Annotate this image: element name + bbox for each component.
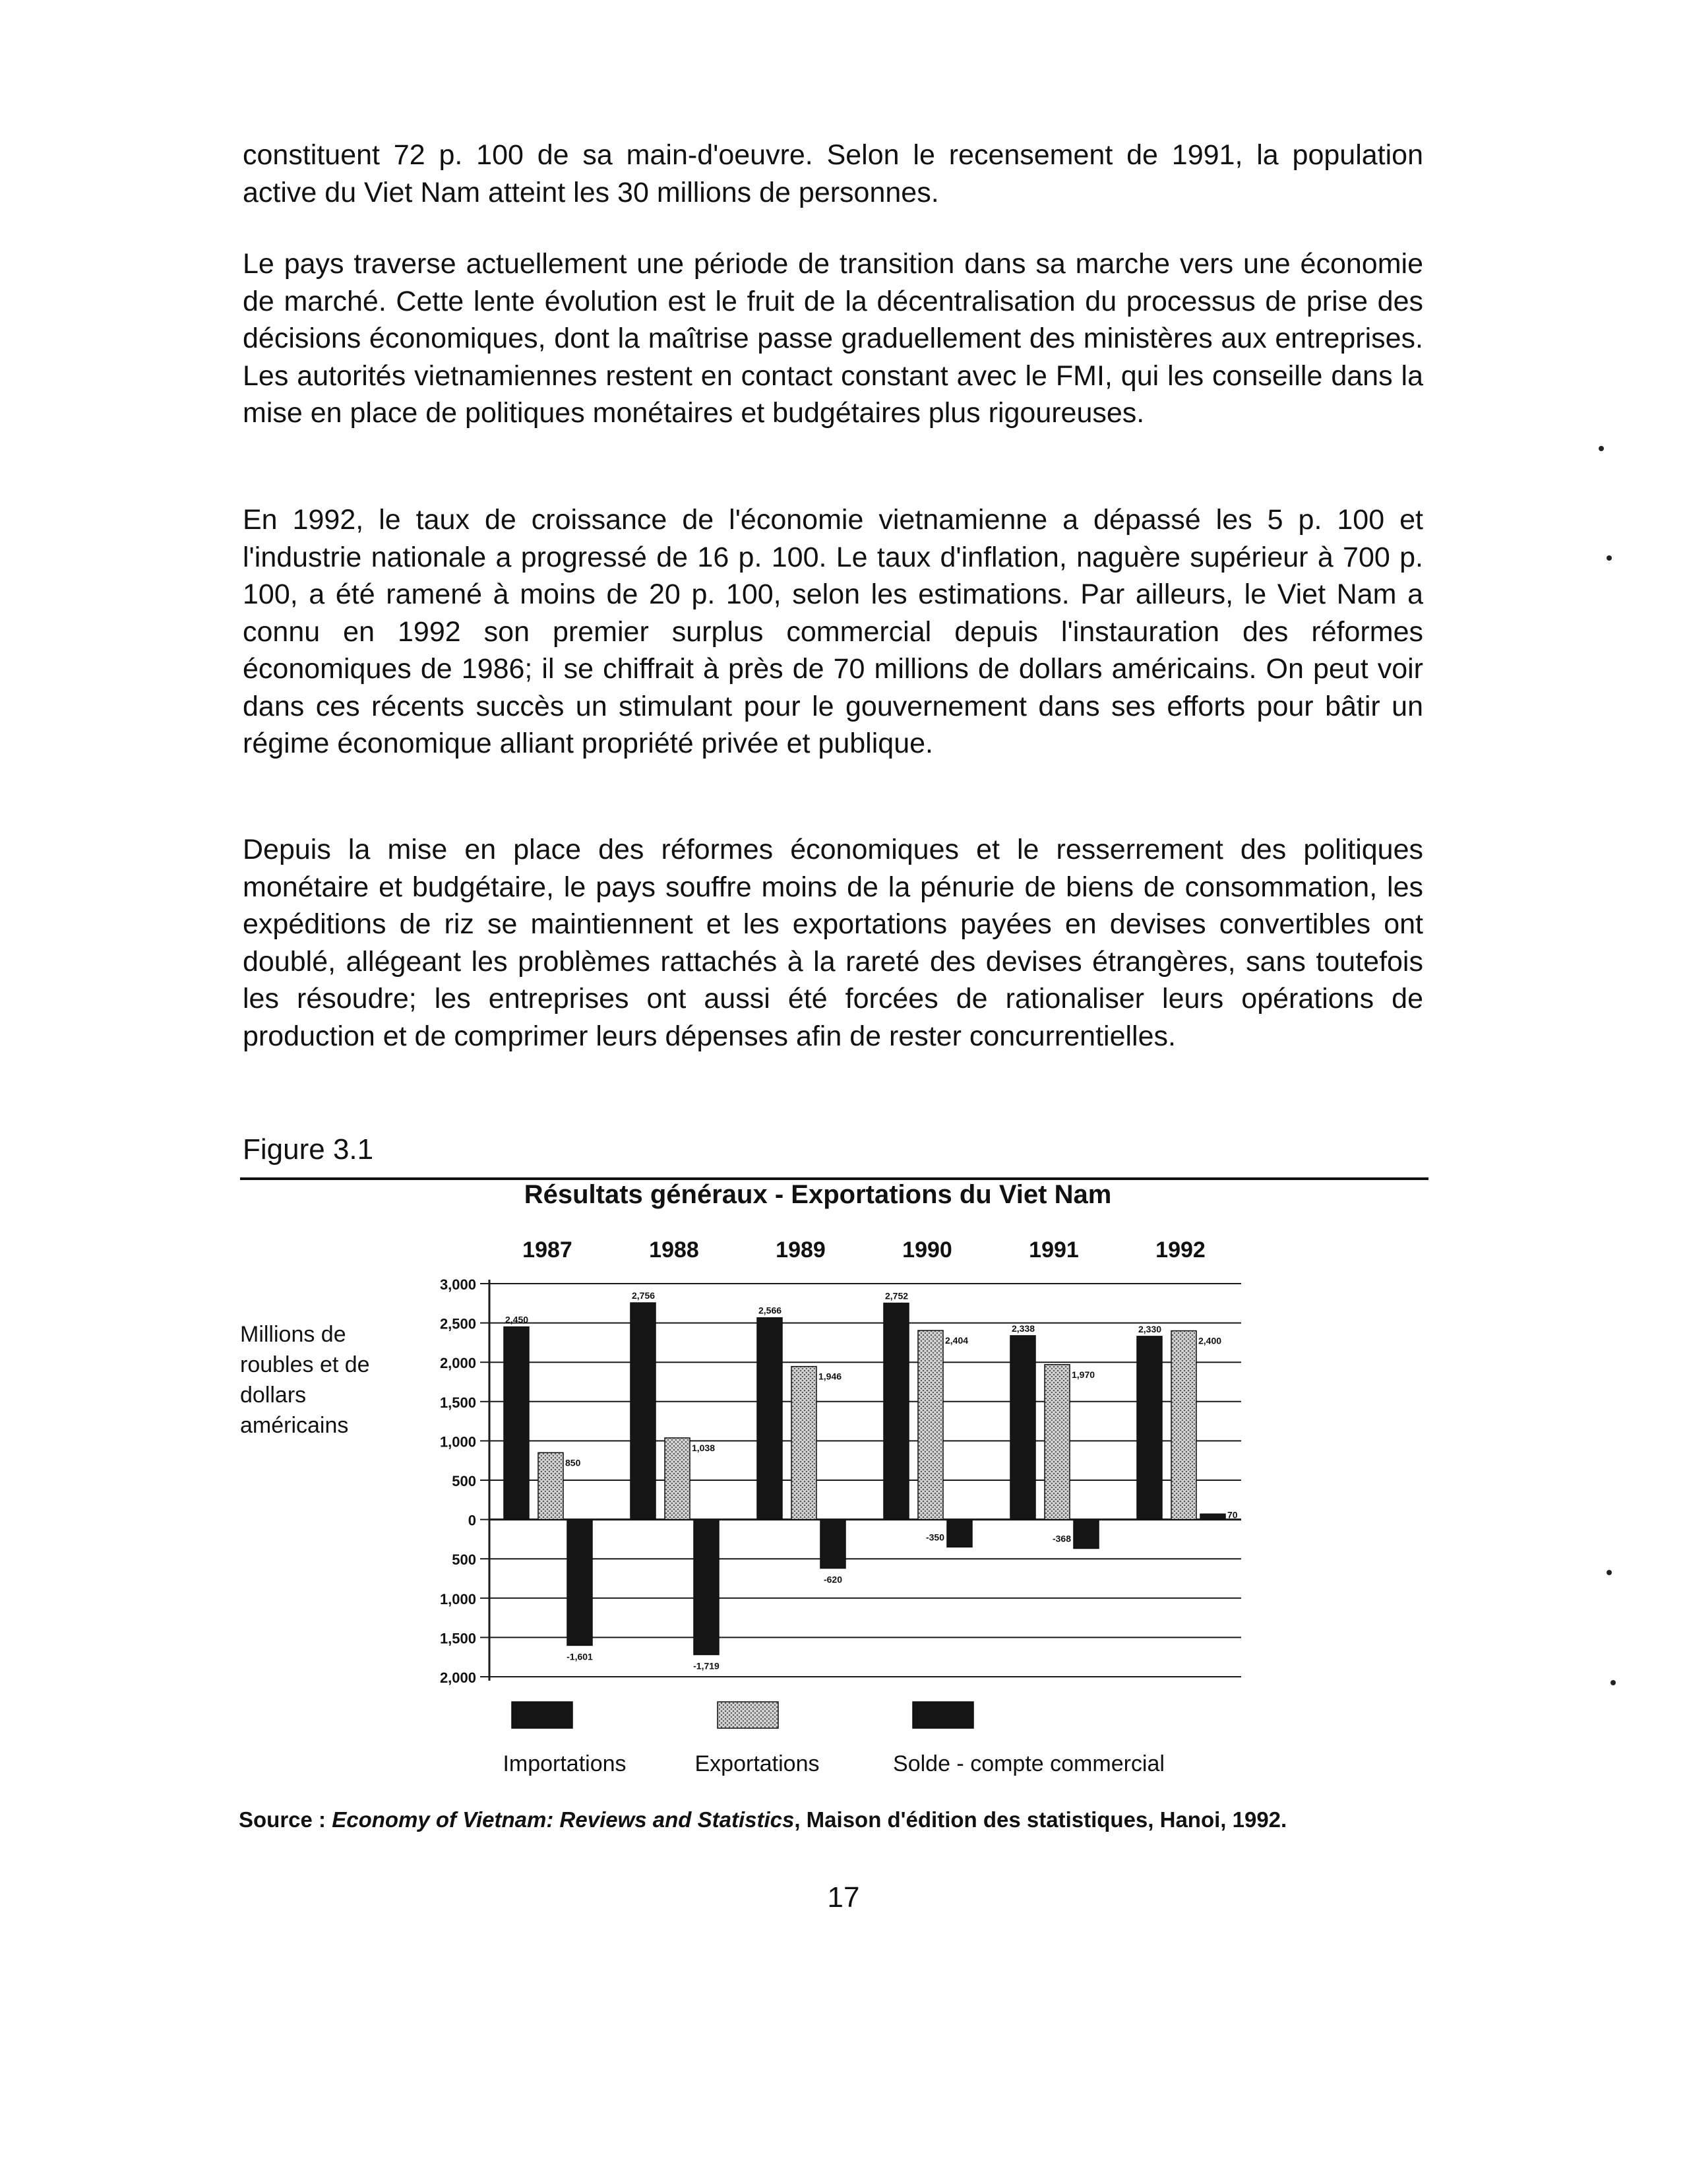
legend-swatch-0 (512, 1702, 572, 1728)
year-label-1989: 1989 (776, 1237, 826, 1263)
chart-legend (503, 1702, 1165, 1776)
y-tick-label: 1,000 (439, 1433, 476, 1451)
bar-value-label: 1,946 (818, 1371, 842, 1382)
y-tick-label: 0 (468, 1512, 476, 1529)
bar-2-1990 (947, 1520, 972, 1547)
scan-speck (1610, 1680, 1616, 1685)
legend-label-2: Solde - compte commercial (893, 1751, 1165, 1776)
bar-0-1991 (1010, 1336, 1035, 1520)
source-prefix: Source : (239, 1807, 332, 1832)
bar-value-label: -1,719 (693, 1660, 720, 1671)
y-axis-label: Millions de roubles et de dollars américains (240, 1322, 370, 1438)
year-label-1987: 1987 (522, 1237, 572, 1263)
bar-value-label: 1,970 (1072, 1369, 1095, 1380)
bar-value-label: -620 (823, 1574, 843, 1585)
page-number: 17 (827, 1881, 860, 1914)
bar-1-1988 (665, 1438, 690, 1520)
bar-value-label: -368 (1052, 1533, 1071, 1544)
y-tick-label: 1,000 (439, 1590, 476, 1607)
legend-swatch-2 (913, 1702, 973, 1728)
paragraph-2: Le pays traverse actuellement une période de transition dans sa marche vers une économie de marché. Cette lente évolution est le fruit de la décentralisation du processus de prise des décisions économiques, dont la maîtrise passe graduellement des ministères aux entreprises. Les autorités vietnamiennes restent en contact constant avec le FMI, qui les conseille dans la mise en place de politiques monétaires et budgétaires plus rigoureuses. (243, 248, 1423, 429)
bar-value-label: 2,400 (1198, 1335, 1222, 1346)
bar-value-label: 850 (565, 1457, 581, 1468)
year-label-1990: 1990 (902, 1237, 952, 1263)
bar-value-label: 2,752 (885, 1290, 909, 1301)
bar-2-1992 (1200, 1514, 1225, 1519)
bar-value-label: 2,566 (758, 1305, 782, 1316)
paragraph-4: Depuis la mise en place des réformes économiques et le resserrement des politiques monétaire et budgétaire, le pays souffre moins de la pénurie de biens de consommation, les expéditions de riz se maintiennent et les exportations payées en devises convertibles ont doublé, allégeant les problèmes rattachés à la rareté des devises étrangères, sans toutefois les résoudre; les entreprises ont aussi été forcées de rationaliser leurs opérations de production et de comprimer leurs dépenses afin de rester concurrentielles. (243, 834, 1423, 1052)
bar-value-label: 1,038 (692, 1442, 716, 1453)
bar-0-1987 (504, 1327, 529, 1520)
y-tick-label: 3,000 (439, 1276, 476, 1293)
bar-value-label: -350 (925, 1532, 944, 1543)
bar-value-label: 70 (1227, 1509, 1238, 1520)
year-label-1988: 1988 (649, 1237, 699, 1263)
scan-speck (1607, 555, 1612, 561)
y-axis-ticks (440, 1276, 489, 1686)
source-citation (239, 1807, 1439, 1832)
x-axis-year-labels (522, 1237, 1206, 1263)
bar-value-label: 2,404 (945, 1335, 969, 1346)
bar-value-label: 2,450 (505, 1314, 529, 1325)
legend-label-1: Exportations (694, 1751, 820, 1776)
y-tick-label: 500 (452, 1473, 476, 1489)
y-tick-label: 500 (452, 1551, 476, 1569)
legend-label-0: Importations (503, 1751, 627, 1776)
chart-title: Résultats généraux - Exportations du Viet Nam (524, 1180, 1112, 1209)
bar-2-1988 (694, 1520, 719, 1655)
paragraph-1: constituent 72 p. 100 de sa main-d'oeuvre. Selon le recensement de 1991, la population active du Viet Nam atteint les 30 millions de personnes. (243, 139, 1423, 208)
bar-value-label: 2,756 (632, 1290, 656, 1301)
bar-0-1992 (1137, 1336, 1162, 1520)
bar-1-1987 (538, 1452, 563, 1519)
chart-gridlines (489, 1284, 1241, 1677)
y-tick-label: 1,500 (439, 1394, 476, 1411)
paragraph-3: En 1992, le taux de croissance de l'économie vietnamienne a dépassé les 5 p. 100 et l'industrie nationale a progressé de 16 p. 100. Le taux d'inflation, naguère supérieur à 700 p. 100, a été ramené à moins de 20 p. 100, selon les estimations. Par ailleurs, le Viet Nam a connu en 1992 son premier surplus commercial depuis l'instauration des réformes économiques de 1986; il se chiffrait à près de 70 millions de dollars américains. On peut voir dans ces récents succès un stimulant pour le gouvernement dans ses efforts pour bâtir un régime économique alliant propriété privée et publique. (243, 504, 1423, 759)
bar-1-1990 (918, 1330, 943, 1520)
year-label-1992: 1992 (1155, 1237, 1206, 1263)
legend-swatch-1 (718, 1702, 778, 1728)
bar-0-1988 (630, 1303, 656, 1520)
y-tick-label: 2,000 (439, 1355, 476, 1372)
bar-value-label: 2,338 (1012, 1323, 1035, 1334)
bar-2-1991 (1074, 1520, 1099, 1549)
source-title: Economy of Vietnam: Reviews and Statistics (332, 1807, 795, 1832)
y-tick-label: 2,000 (439, 1669, 476, 1686)
y-tick-label: 1,500 (439, 1630, 476, 1647)
bar-2-1987 (567, 1520, 592, 1646)
y-tick-label: 2,500 (439, 1315, 476, 1332)
scan-speck (1607, 1570, 1612, 1575)
bar-value-label: 2,330 (1138, 1323, 1162, 1334)
bar-1-1991 (1045, 1365, 1070, 1520)
source-suffix: , Maison d'édition des statistiques, Hanoi, 1992. (794, 1807, 1287, 1832)
bar-0-1989 (757, 1318, 782, 1520)
bar-1-1992 (1171, 1331, 1196, 1520)
bar-2-1989 (820, 1520, 845, 1569)
scan-speck (1599, 446, 1604, 451)
year-label-1991: 1991 (1029, 1237, 1079, 1263)
bar-1-1989 (791, 1367, 816, 1520)
figure-label: Figure 3.1 (243, 1133, 374, 1166)
bar-0-1990 (884, 1303, 909, 1520)
bar-value-label: -1,601 (567, 1651, 593, 1662)
